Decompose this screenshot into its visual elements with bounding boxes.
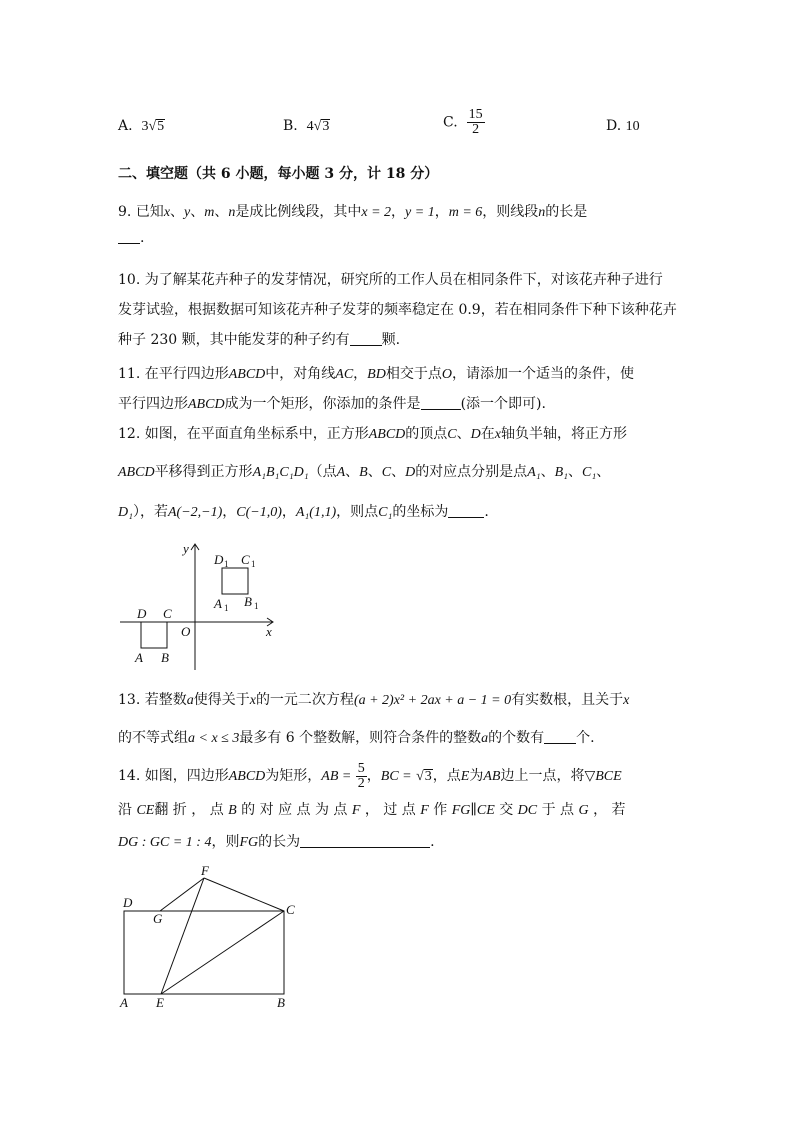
- answer-blank: [421, 395, 461, 410]
- choice-c-fraction: $\frac{15}{2}$: [468, 107, 483, 137]
- choice-b-label: B.: [283, 118, 298, 134]
- rectangle-abcd: [124, 911, 284, 994]
- svg-text:1: 1: [254, 601, 259, 611]
- choice-d: D. 10: [606, 118, 640, 134]
- choice-c-label: C.: [443, 114, 458, 131]
- choice-b-radicand: 3: [322, 119, 330, 134]
- question-14-line2: 沿 CE翻 折 ， 点 B 的 对 应 点 为 点 F ， 过 点 F 作 FG∥CE 交 DC 于 点 G ， 若: [118, 802, 626, 818]
- label-d: D: [137, 606, 147, 621]
- rectangle-figure: [115, 862, 305, 1012]
- answer-blank: [300, 833, 430, 848]
- label-b1: B: [244, 594, 252, 609]
- label-origin: O: [181, 624, 191, 639]
- answer-blank: [544, 729, 576, 744]
- choice-a: A. 3√5: [118, 118, 165, 134]
- svg-text:1: 1: [224, 559, 229, 569]
- question-12-line2: ABCD平移得到正方形A₁B₁C₁D₁（点A、B、C、D的对应点分别是点A₁、B₁、C₁、: [118, 464, 611, 480]
- svg-text:1: 1: [224, 603, 229, 613]
- choice-b: B. 4√3: [283, 118, 330, 134]
- label-d: D: [123, 895, 133, 910]
- label-c1: C: [241, 552, 250, 567]
- segment-ce: [161, 911, 284, 994]
- label-a: A: [135, 650, 143, 665]
- question-14-line3: DG : GC = 1 : 4，则FG的长为 .: [118, 834, 435, 850]
- label-y: y: [183, 541, 189, 556]
- choice-c: [443, 108, 485, 137]
- section-heading: 二、填空题（共 6 小题，每小题 3 分，计 18 分）: [118, 166, 439, 182]
- label-a: A: [120, 995, 128, 1010]
- choice-a-coef: 3: [141, 119, 149, 134]
- segment-fc: [204, 878, 284, 911]
- label-b: B: [277, 995, 285, 1010]
- label-f: F: [201, 863, 209, 878]
- label-e: E: [156, 995, 164, 1010]
- choice-a-radicand: 5: [157, 119, 165, 134]
- question-10-line2: 发芽试验，根据数据可知该花卉种子发芽的频率稳定在 0.9，若在相同条件下种下该种花卉: [118, 302, 677, 318]
- coordinate-figure: [115, 540, 285, 675]
- square-a1b1c1d1: [222, 568, 248, 594]
- question-12-line1: 12. 如图，在平面直角坐标系中，正方形ABCD的顶点C、D在x轴负半轴，将正方形: [118, 426, 627, 442]
- question-10-line3: 种子 230 颗，其中能发芽的种子约有 颗.: [118, 332, 401, 348]
- label-b: B: [161, 650, 169, 665]
- choice-a-label: A.: [118, 118, 133, 134]
- question-11-line1: 11. 在平行四边形ABCD中，对角线AC，BD相交于点O，请添加一个适当的条件，使: [118, 366, 634, 382]
- question-9-answer: .: [118, 228, 144, 248]
- label-d1: D: [214, 552, 224, 567]
- choice-b-coef: 4: [306, 119, 314, 134]
- answer-blank: [118, 229, 140, 244]
- question-9: 9. 已知x、y、m、n是成比例线段，其中x = 2，y = 1，m = 6，则线段n的长是: [118, 204, 588, 220]
- label-c: C: [163, 606, 172, 621]
- question-10-line1: 10. 为了解某花卉种子的发芽情况，研究所的工作人员在相同条件下，对该花卉种子进行: [118, 272, 663, 288]
- label-c: C: [286, 902, 295, 917]
- answer-blank: [448, 503, 484, 518]
- question-12-line3: D₁），若A(−2,−1)，C(−1,0)，A₁(1,1)，则点C₁的坐标为 .: [118, 504, 489, 520]
- segment-ef: [161, 878, 204, 994]
- label-g: G: [153, 911, 163, 926]
- question-13-line1: 13. 若整数a使得关于x的一元二次方程(a + 2)x² + 2ax + a − 1 = 0有实数根，且关于x: [118, 692, 630, 708]
- label-a1: A: [214, 596, 222, 611]
- question-11-line2: 平行四边形ABCD成为一个矩形，你添加的条件是 (添一个即可).: [118, 396, 546, 412]
- question-14-line1: 14. 如图，四边形ABCD为矩形，AB = $\frac{5}{2}$ ，BC = √3，点E为AB边上一点，将▽BCE: [118, 760, 622, 791]
- label-x: x: [266, 624, 272, 639]
- question-13-line2: 的不等式组a < x ≤ 3最多有 6 个整数解，则符合条件的整数a的个数有 个.: [118, 730, 595, 746]
- svg-text:1: 1: [251, 559, 256, 569]
- answer-blank: [350, 331, 382, 346]
- square-abcd: [141, 622, 167, 648]
